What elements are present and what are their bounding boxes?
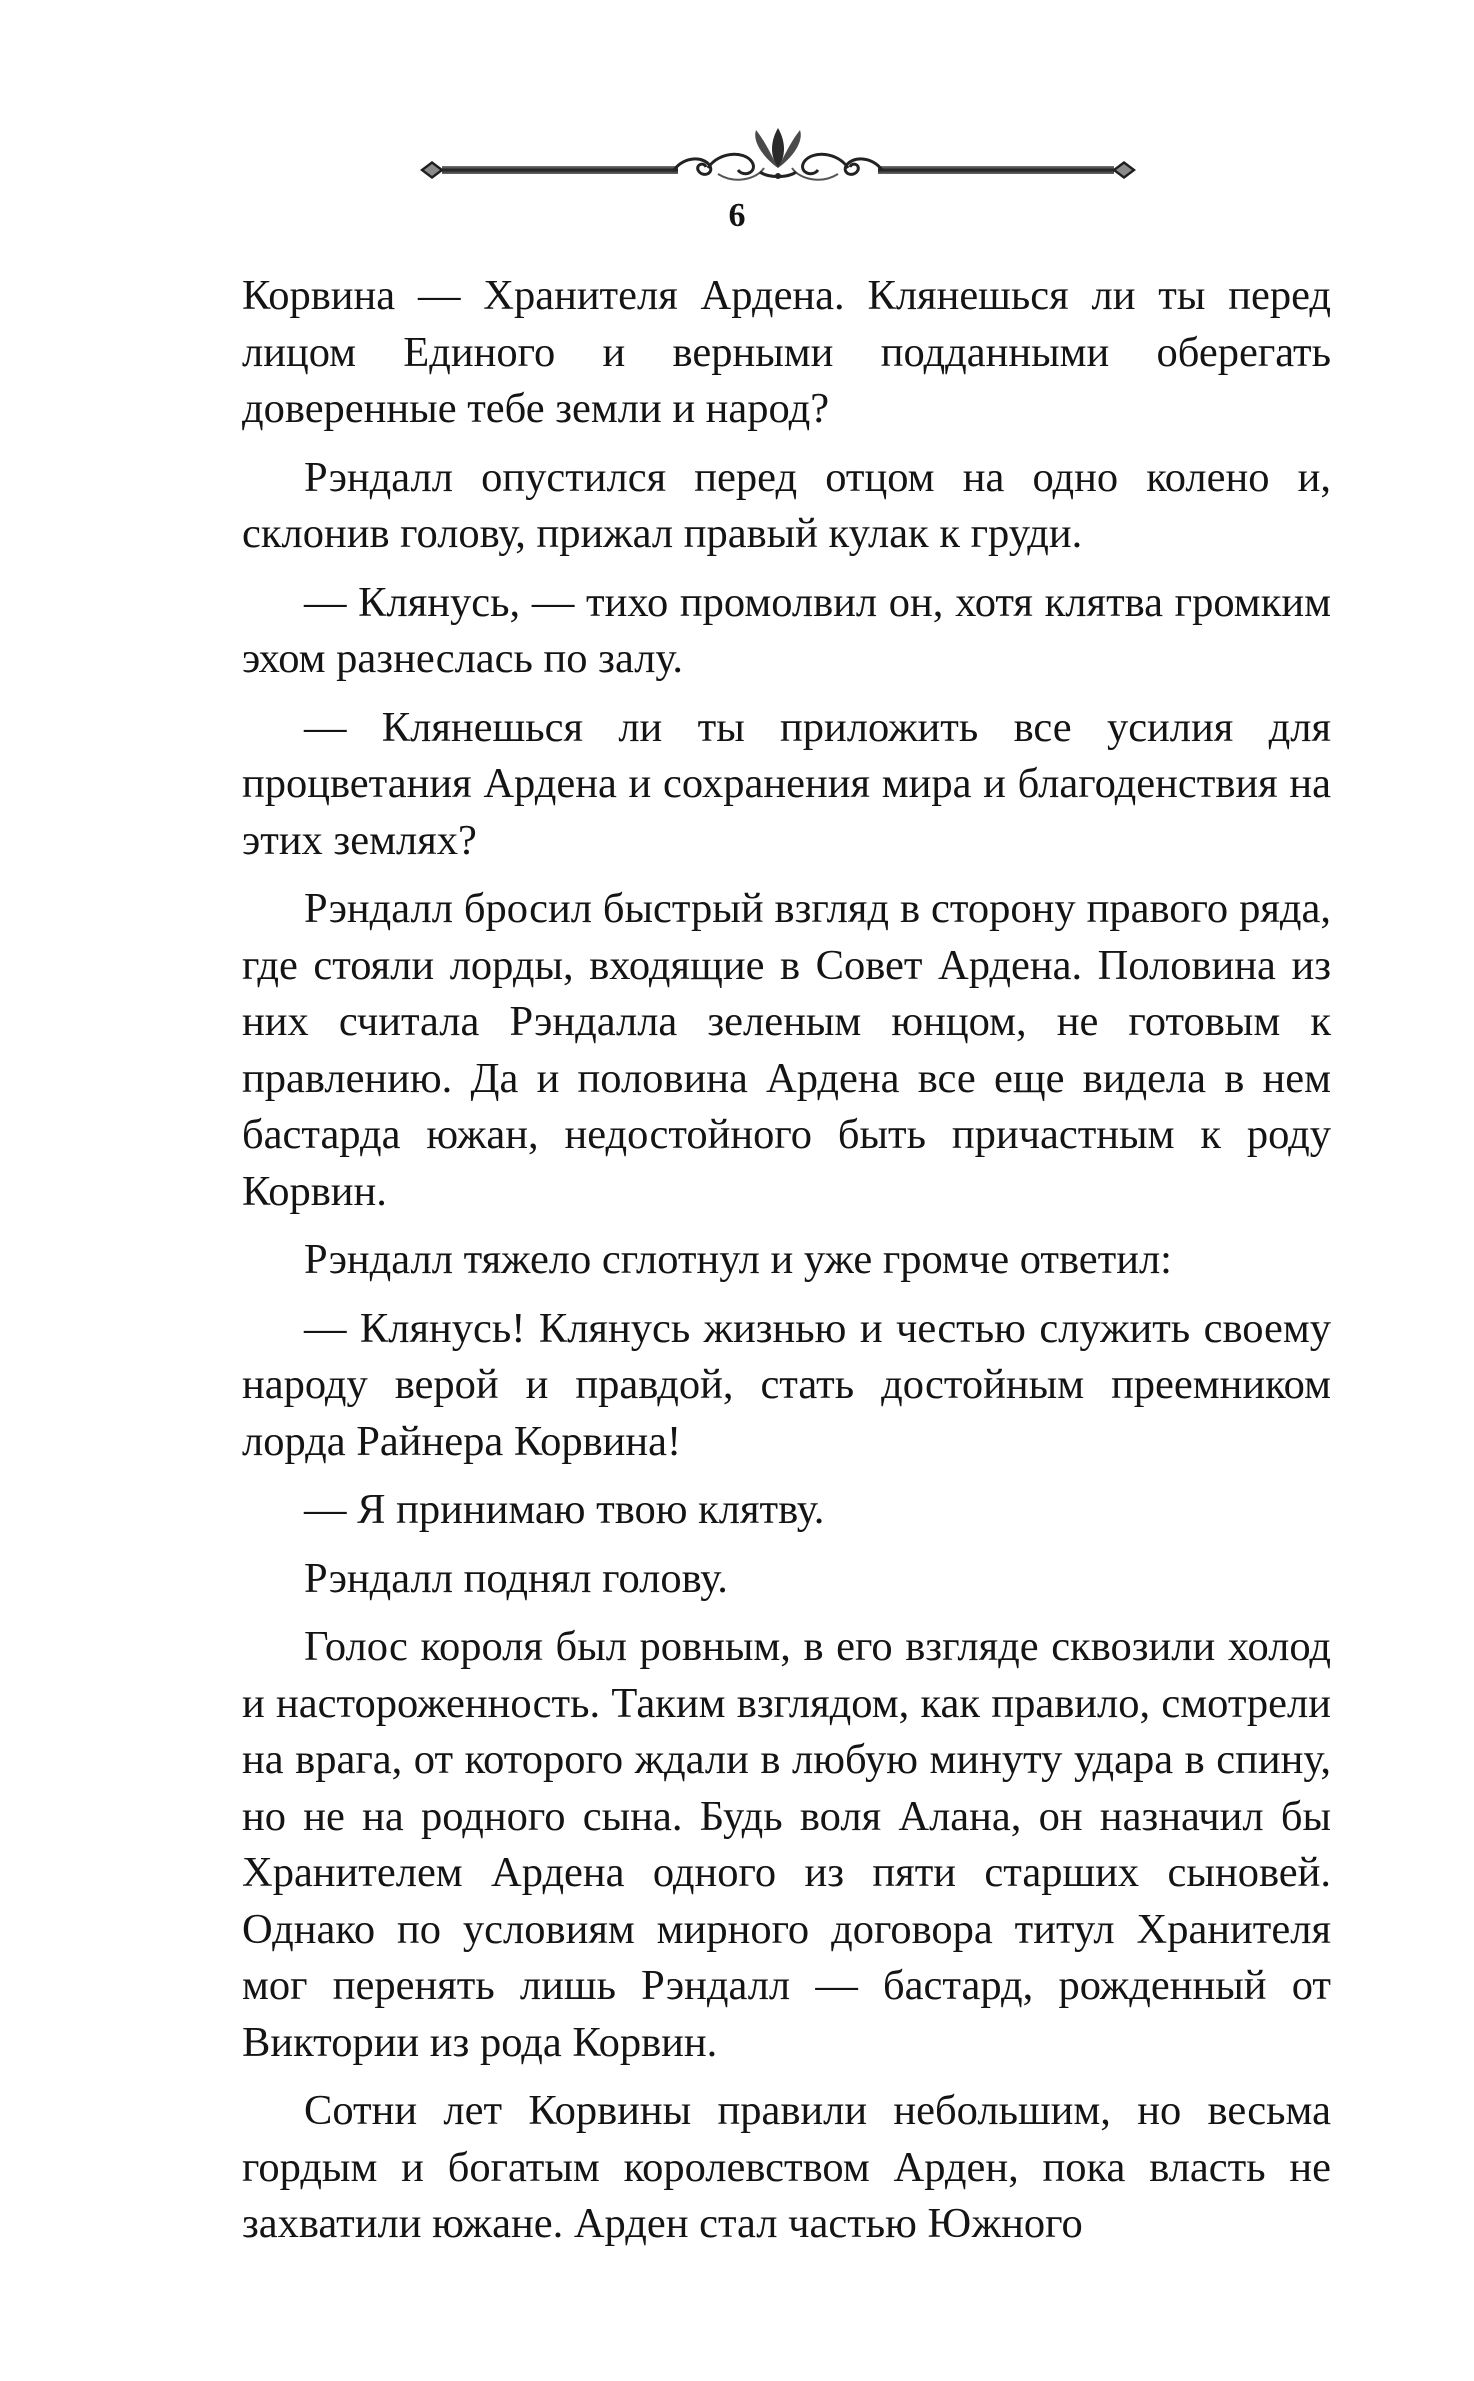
paragraph: — Я принимаю твою клятву. [304, 1486, 825, 1533]
page-number: 6 [728, 197, 746, 234]
paragraph: — Клянусь! Клянусь жизнью и честью служить своему народу верой и правдой, стать достойным преемником лорда Райнера Корвина! [242, 1304, 1331, 1465]
paragraph: Рэндалл поднял голову. [304, 1554, 728, 1602]
body-text [242, 268, 1331, 2253]
paragraph: Рэндалл тяжело сглотнул и уже громче ответил: [304, 1236, 1172, 1283]
paragraph: Рэндалл опустился перед отцом на одно колено и, склонив голову, прижал правый кулак к груди. [242, 453, 1331, 557]
paragraph: Сотни лет Корвины правили небольшим, но весьма гордым и богатым королевством Арден, пока власть не захватили южане. Арден стал частью Южного [242, 2087, 1331, 2247]
header-ornament [418, 112, 1138, 202]
paragraph: Голос короля был ровным, в его взгляде сквозили холод и настороженность. Таким взглядом, как правило, смотрели на врага, от которого ждали в любую минуту удара в спину, но не на родного сына. Будь воля Алана, он назначил бы Хранителем Ардена одного из пяти старших сыновей. Однако по условиям мирного договора титул Хранителя мог перенять лишь Рэндалл — бастард, рожденный от Виктории из рода Корвин. [242, 1623, 1331, 2066]
paragraph: Рэндалл бросил быстрый взгляд в сторону правого ряда, где стояли лорды, входящие в Совет Ардена. Половина из них считала Рэндалла зеленым юнцом, не готовым к правлению. Да и половина Ардена все еще видела в нем бастарда южан, недостойного быть причастным к роду Корвин. [242, 885, 1331, 1215]
paragraph: — Клянешься ли ты приложить все усилия для процветания Ардена и сохранения мира и благоденствия на этих землях? [242, 703, 1331, 864]
paragraph: — Клянусь, — тихо промолвил он, хотя клятва громким эхом разнеслась по залу. [242, 578, 1331, 682]
paragraph: Корвина — Хранителя Ардена. Клянешься ли ты перед лицом Единого и верными подданными оберегать доверенные тебе земли и народ? [242, 272, 1331, 432]
